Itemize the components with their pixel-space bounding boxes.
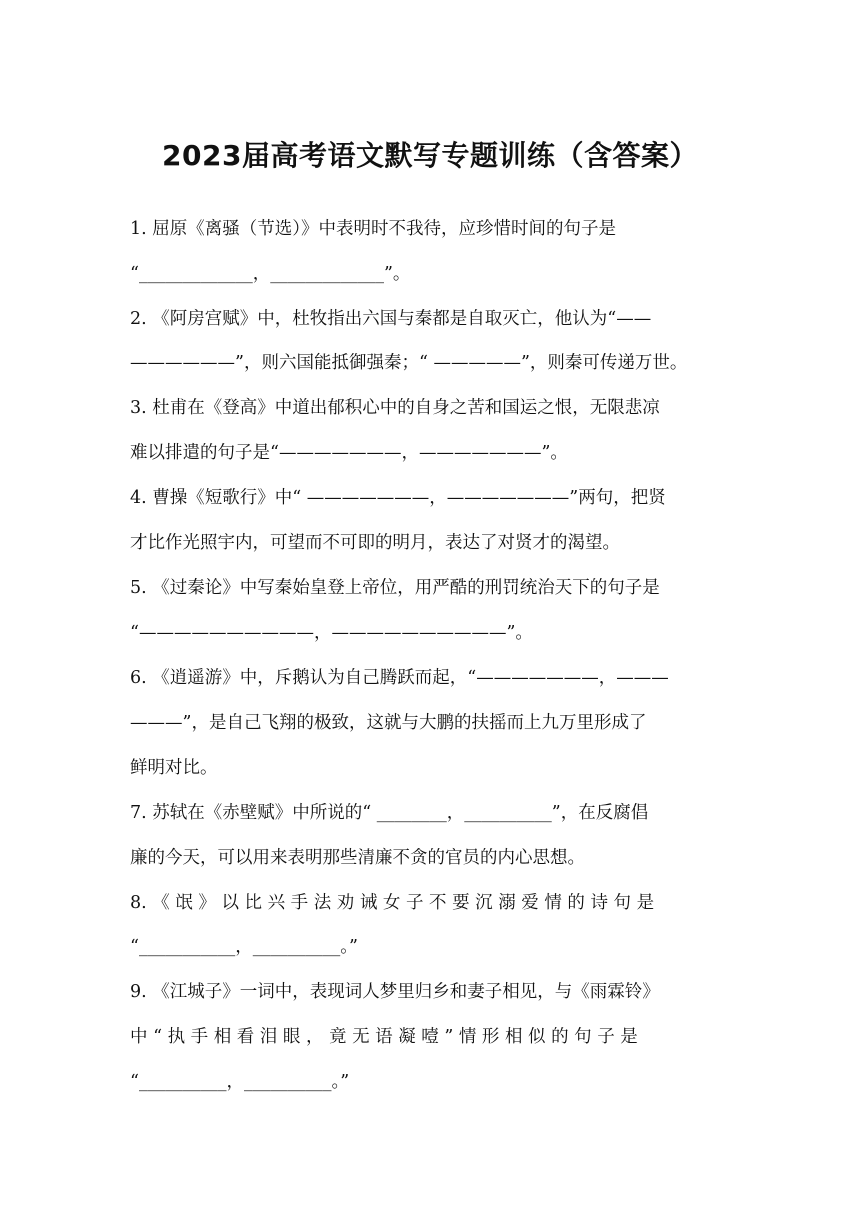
question-5-line-1: 5. 《过秦论》中写秦始皇登上帝位，用严酷的刑罚统治天下的句子是	[130, 578, 660, 598]
question-2-line-1: 2. 《阿房宫赋》中，杜牧指出六国与秦都是自取灭亡，他认为“——	[130, 309, 652, 329]
question-8-line-2: “___________，__________。”	[130, 937, 358, 957]
question-6-line-2: ———”，是自己飞翔的极致，这就与大鹏的扶摇而上九万里形成了	[130, 713, 647, 733]
question-9-line-1: 9. 《江城子》一词中，表现词人梦里归乡和妻子相见，与《雨霖铃》	[130, 982, 660, 1002]
question-3-line-2: 难以排遣的句子是“———————，———————”。	[130, 443, 568, 463]
question-7-line-2: 廉的今天，可以用来表明那些清廉不贪的官员的内心思想。	[130, 848, 585, 868]
question-7-line-1: 7. 苏轼在《赤壁赋》中所说的“ ________，__________”，在反腐倡	[130, 803, 649, 823]
question-2-line-2: ——————”，则六国能抵御强秦；“ —————”，则秦可传递万世。	[130, 353, 688, 373]
question-9-line-3: “__________，__________。”	[130, 1072, 350, 1092]
document-title: 2023届高考语文默写专题训练（含答案）	[162, 139, 698, 172]
question-4-line-1: 4. 曹操《短歌行》中“ ———————，———————”两句，把贤	[130, 488, 666, 508]
question-5-line-2: “——————————，——————————”。	[130, 623, 533, 643]
question-9-line-2: 中 “ 执 手 相 看 泪 眼 ， 竟 无 语 凝 噎 ” 情 形 相 似 的 句 子 是	[130, 1027, 638, 1047]
question-4-line-2: 才比作光照宇内，可望而不可即的明月，表达了对贤才的渴望。	[130, 533, 620, 553]
question-8-line-1: 8. 《 氓 》 以 比 兴 手 法 劝 诫 女 子 不 要 沉 溺 爱 情 的 诗 句 是	[130, 893, 655, 913]
question-1-line-2: “_____________，_____________”。	[130, 264, 411, 284]
question-1-line-1: 1. 屈原《离骚（节选）》中表明时不我待，应珍惜时间的句子是	[130, 219, 617, 239]
question-6-line-1: 6. 《逍遥游》中，斥鹅认为自己腾跃而起，“———————，———	[130, 668, 669, 688]
question-6-line-3: 鲜明对比。	[130, 758, 218, 778]
question-3-line-1: 3. 杜甫在《登高》中道出郁积心中的自身之苦和国运之恨，无限悲凉	[130, 398, 660, 418]
